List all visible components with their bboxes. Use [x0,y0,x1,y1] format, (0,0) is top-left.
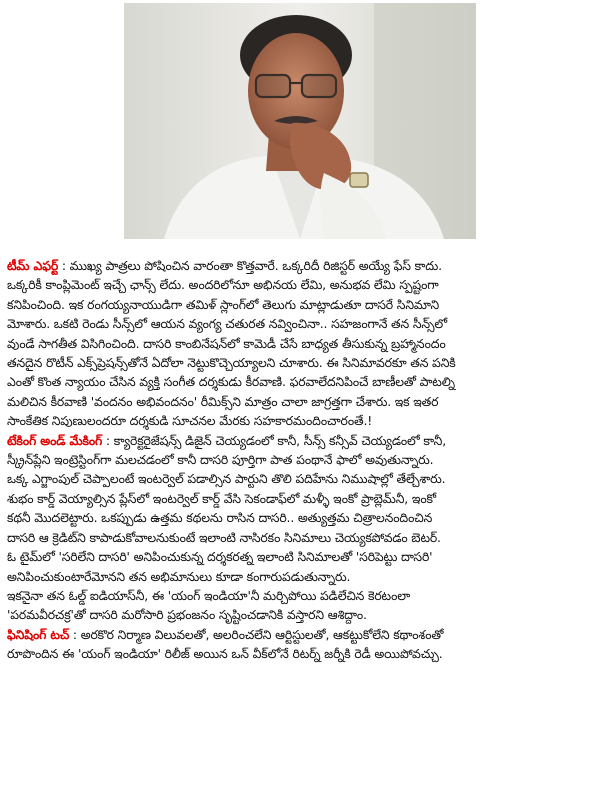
article-line [7,314,595,333]
line-text: ఎంతో కొంత న్యాయం చేసిన వ్యక్తి సంగీత దర్శకుడు కీరవాణి. ఫరవాలేదనిపించే బాణీలతో పాటల్ని [7,374,455,390]
article-line [7,528,595,547]
line-text: మలిచిన కీరవాణి 'వందనం అభివందనం' రీమిక్స్‌ని మాత్రం చాలా జాగ్రత్తగా చేశారు. ఇక ఇతర [7,393,439,409]
section-heading: టీమ్ ఎఫర్ట్ [7,258,59,273]
portrait-photo [124,3,476,239]
article-line [7,469,595,488]
line-text: అనిపించుకుంటారేమోనని తన అభిమానులు కూడా కంగారుపడుతున్నారు. [7,568,351,584]
article-line [7,547,595,566]
article-body [7,256,595,664]
line-text: : ముఖ్య పాత్రలు పోషించిన వారంతా కొత్తవారే. ఒక్కరిదీ రిజిస్టర్ అయ్యే ఫేస్ కాదు. [58,258,442,273]
line-text: కనిపించింది. ఇక రంగయ్యనాయుడిగా తమిళ్ స్లాంగ్‌లో తెలుగు మాట్లాడుతూ దాసరే సినిమాని [7,296,439,312]
article-line [7,567,595,586]
line-text: శుభం కార్డ్ వెయ్యాల్సిన ప్లేస్‌లో ఇంటర్వెల్ కార్డ్ వేసి సెకండాఫ్‌లో మళ్ళీ ఇంకో ప్రాబ్లెమ్‌నీ, ఇంకో [7,490,436,506]
line-text: ఓ టైమ్‌లో 'సరిలేని దాసరి' అనిపించుకున్న దర్శకరత్న ఇలాంటి సినిమాలతో 'సరిపెట్టు దాసరి' [7,549,433,565]
line-text: రూపొందిన ఈ 'యంగ్ ఇండియా' రిలీజ్ అయిన ఒన్ వీక్‌లోనే రిటర్న్ జర్నీకి రెడీ అయిపోవచ్చు. [7,646,443,662]
article-line [7,450,595,469]
article-paragraph [7,256,595,431]
line-text: ఒక్కరికీ కాంప్లిమెంట్ ఇచ్చే ఛాన్స్ లేదు. అందరిలోనూ అభినయ లేమి, అనుభవ లేమి స్పష్టంగా [7,277,439,293]
article-line [7,372,595,391]
line-text: మోశారు. ఒకటి రెండు సీన్స్‌లో ఆయన వ్యంగ్య చతురత నవ్వించినా.. సహజంగానే తన సీన్స్‌లో [7,316,448,332]
line-text: దాసరి ఆ క్రెడిట్‌ని కాపాడుకోవాలనుకుంటే ఇలాంటి నాసిరకం సినిమాలు చెయ్యకపోవడం బెటర్. [7,529,441,545]
article-line [7,256,595,275]
line-text: సాంకేతిక నిపుణులందరూ దర్శకుడి సూచనల మేరకు సహకారమందించారంతే.! [7,413,373,429]
line-text: వుండే సాగతీత విసిగించింది. దాసరి కాంబినేషన్‌లో కామెడీ చేసే బాధ్యత తీసుకున్న బ్రహ్మానందం [7,335,446,351]
portrait-photo-icon [124,3,476,239]
article-line [7,411,595,430]
article-line [7,508,595,527]
line-text: తనదైన రొటీన్ ఎక్స్‌ప్రెషన్స్‌తోనే ఏదోలా నెట్టుకొచ్చెయ్యాలని చూశారు. ఈ సినిమావరకూ తన పనికి [7,355,456,371]
article-line [7,275,595,294]
article-paragraph [7,431,595,586]
article-line [7,334,595,353]
line-text: ఇకనైనా తన ఓల్డ్ ఐడియాస్‌నీ, ఈ 'యంగ్ ఇండియా'నీ మర్చిపోయి పడిలేచిన కెరటంలా [7,587,411,603]
article-line [7,586,595,605]
article-line [7,644,595,663]
article-line [7,605,595,624]
section-heading: ఫినిషింగ్ టచ్ [7,626,70,642]
article-paragraph [7,625,595,664]
line-text: కథనీ మొదలెట్టారు. ఒకప్పుడు ఉత్తమ కథలను రాసిన దాసరి.. అత్యుత్తమ చిత్రాలనందించిన [7,510,433,526]
line-text: స్క్రీన్‌ప్లేని ఇంట్రెస్టింగ్‌గా మలచడంలో కానీ దాసరి పూర్తిగా పాత పంథానే ఫాలో అవుతున్నారు. [7,452,434,468]
article-paragraph [7,586,595,625]
line-text: : అరకొర నిర్మాణ విలువలతో, అలరించలేని ఆర్టిస్టులతో, ఆకట్టుకోలేని కథాంశంతో [69,626,444,642]
article-line [7,431,595,450]
line-text: : క్యారెక్టరైజేషన్స్ డిజైన్ చెయ్యడంలో కానీ, సీన్స్ కన్సీవ్ చెయ్యడంలో కానీ, [102,432,446,448]
article-line [7,295,595,314]
article-line [7,625,595,644]
article-line [7,392,595,411]
article-line [7,489,595,508]
section-heading: టేకింగ్ అండ్ మేకింగ్ [7,432,103,448]
line-text: ఒక్క ఎగ్జాంపుల్ చెప్పాలంటే ఇంటర్వెల్ పడాల్సిన పార్టుని తొలి పదిహేను నిముషాల్లో తేల్చేశారు. [7,471,446,487]
article-line [7,353,595,372]
line-text: 'పరమవీరచక్ర'తో దాసరి మరోసారి ప్రభంజనం సృష్టించడానికి వస్తారని ఆశిద్దాం. [7,607,367,623]
